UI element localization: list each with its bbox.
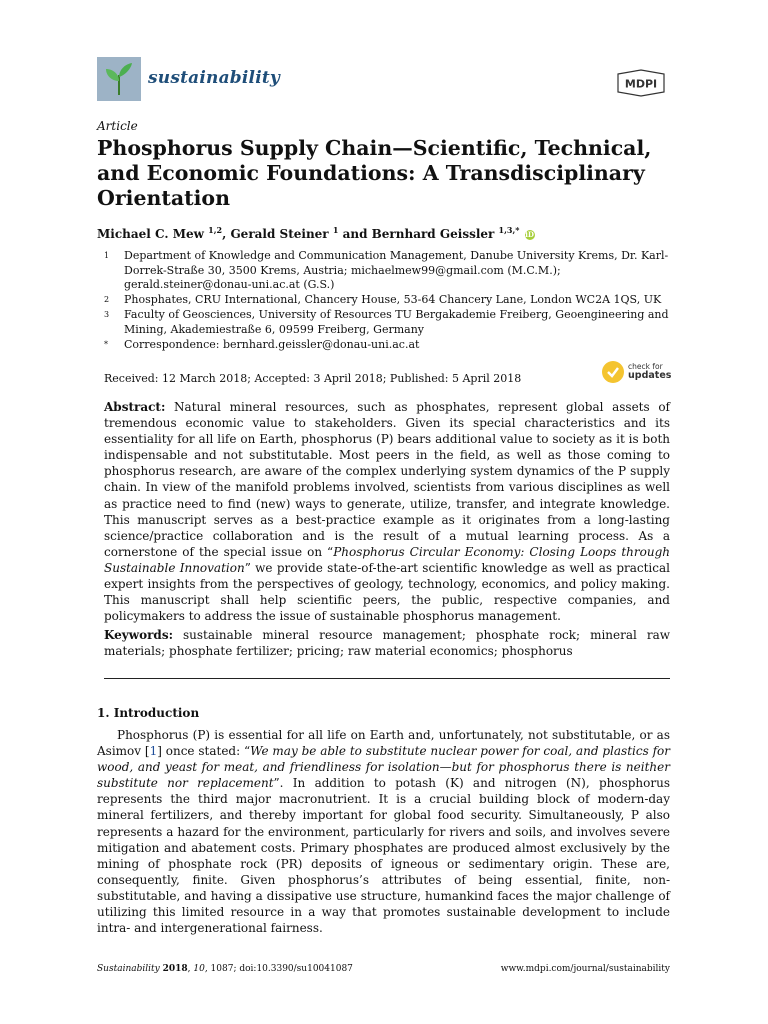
journal-name[interactable]: sustainability [148, 68, 280, 88]
leaf-icon [97, 57, 141, 101]
check-line2: updates [628, 370, 672, 381]
paragraph-text: Phosphorus (P) is essential for all life on Earth and, unfortunately, not substitutable, or as Asimov [ [97, 728, 670, 759]
author-name[interactable]: Gerald Steiner [230, 227, 329, 241]
author-list [97, 225, 535, 241]
checkmark-icon [602, 361, 624, 383]
keywords-label: Keywords: [104, 628, 174, 642]
paper-title: Phosphorus Supply Chain—Scientific, Technical, and Economic Foundations: A Transdisciplinary Orientation [97, 136, 652, 210]
affiliation-text: Department of Knowledge and Communication Management, Danube University Krems, Dr. Karl-Dorrek-Straße 30, 3500 Krems, Austria; michaelmew99@gmail.com (M.C.M.); gerald.steiner@donau-uni.ac.at (G.S.) [124, 249, 669, 291]
affiliation-text: Faculty of Geosciences, University of Resources TU Bergakademie Freiberg, Geoengineering and Mining, Akademiestraße 6, 09599 Freiberg, Germany [124, 308, 669, 336]
mdpi-logo[interactable] [614, 69, 668, 97]
footer-journal: Sustainability [97, 964, 160, 974]
citation-footer: Sustainability 2018, 10, 1087; doi:10.3390/su10041087 [97, 964, 353, 974]
author-affil-sup: 1 [332, 225, 339, 235]
publication-dates: Received: 12 March 2018; Accepted: 3 April 2018; Published: 5 April 2018 [104, 372, 522, 385]
affiliation-text: Correspondence: bernhard.geissler@donau-uni.ac.at [124, 338, 420, 351]
author-name[interactable]: Bernhard Geissler [371, 227, 495, 241]
journal-logo [97, 57, 141, 101]
affiliation-item [104, 249, 674, 293]
affiliation-item [104, 293, 674, 308]
footer-volume: 10 [193, 964, 205, 974]
affiliation-number: 1 [104, 251, 110, 260]
intro-paragraph [97, 727, 670, 936]
author-name[interactable]: Michael C. Mew [97, 227, 204, 241]
keywords [104, 627, 670, 659]
author-separator: , [222, 227, 231, 241]
check-line1: check for [628, 362, 663, 371]
mdpi-label: MDPI [624, 77, 658, 91]
footer-year: 2018 [162, 964, 188, 974]
keywords-text: sustainable mineral resource management; phosphate rock; mineral raw materials; phosphate fertilizer; pricing; raw material economics; phosphorus [104, 628, 670, 659]
article-type: Article [97, 119, 138, 133]
affiliation-text: Phosphates, CRU International, Chancery House, 53-64 Chancery Lane, London WC2A 1QS, UK [124, 293, 662, 306]
affiliation-item [104, 308, 674, 337]
citation-link[interactable]: 1 [149, 744, 158, 759]
affiliation-number: * [104, 340, 108, 349]
author-affil-sup: 1,2 [208, 225, 223, 235]
section-heading: 1. Introduction [97, 706, 200, 720]
author-separator: and [338, 227, 372, 241]
asimov-quote: We may be able to substitute nuclear power for coal, and plastics for wood, and yeast for meat, and friendliness for isolation—but for phosphorus there is neither substitute nor replacement [97, 744, 670, 791]
check-for-updates-label [628, 362, 671, 380]
footer-doi: , 1087; doi:10.3390/su10041087 [204, 964, 353, 974]
affiliation-number: 3 [104, 310, 110, 319]
journal-url[interactable]: www.mdpi.com/journal/sustainability [500, 964, 670, 974]
abstract-label: Abstract: [104, 400, 166, 414]
abstract-text: Natural mineral resources, such as phosphates, represent global assets of tremendous economic value to stakeholders. Given its special characteristics and its essentiality for all life on Earth, phosphorus (P) bears additional value to society as it is both indispensable and not substitutable. Most peers in the field, as well as those coming to phosphorus research, are aware of the complex underlying system dynamics of the P supply chain. In view of the manifold problems involved, scientists from various disciplines as well as practice need to find (new) ways to generate, utilize, transfer, and integrate knowledge. This manuscript serves as a best-practice example as it originates from a long-lasting science/practice collaboration and is the result of a mutual learning process. As a cornerstone of the special issue on “ [104, 400, 670, 559]
paragraph-text: ] once stated: “ [157, 744, 251, 759]
author-affil-sup: 1,3,* [498, 225, 520, 235]
affiliation-number: 2 [104, 295, 110, 304]
abstract-text: ” we provide state-of-the-art scientific knowledge as well as practical expert insights from the perspectives of geology, technology, economics, and policy making. This manuscript shall help scientific peers, the public, respective companies, and policymakers to address the issue of sustainable phosphorus management. [104, 560, 670, 624]
check-for-updates-button[interactable] [602, 360, 674, 386]
section-divider [104, 678, 670, 679]
paragraph-text: ”. In addition to potash (K) and nitrogen (N), phosphorus represents the third major macronutrient. It is a crucial building block of modern-day mineral fertilizers, and thereby important for global food security. Simultaneously, P also represents a hazard for the environment, particularly for rivers and soils, and involves severe mitigation and abatement costs. Primary phosphates are produced almost exclusively by the mining of phosphate rock (PR) deposits of igneous or sedimentary origin. These are, consequently, finite. Given phosphorus’s attributes of being essential, finite, non-substitutable, and having a dissipative use structure, humankind faces the major challenge of utilizing this limited resource in a way that promotes sustainable development to include intra- and intergenerational fairness. [97, 776, 671, 936]
orcid-icon[interactable]: iD [525, 230, 534, 239]
affiliation-item [104, 338, 674, 353]
abstract [104, 399, 670, 624]
special-issue-title: Phosphorus Circular Economy: Closing Loops through Sustainable Innovation [104, 544, 670, 575]
